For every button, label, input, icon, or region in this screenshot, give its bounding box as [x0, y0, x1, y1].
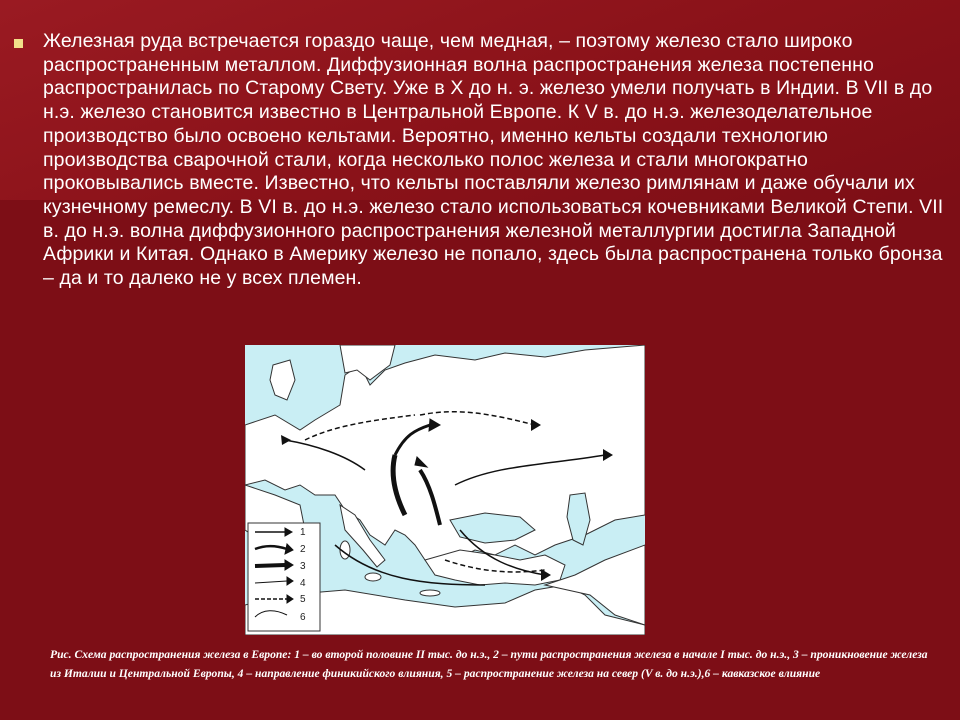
text-block — [14, 30, 949, 291]
legend-box — [248, 523, 320, 631]
legend-label-4: 4 — [300, 578, 306, 589]
island-sicily — [365, 573, 381, 581]
legend-label-3: 3 — [300, 561, 306, 572]
island-crete — [420, 590, 440, 596]
legend-label-6: 6 — [300, 612, 306, 623]
figure-caption: Рис. Схема распространения железа в Европе: 1 – во второй половине II тыс. до н.э., 2 – пути распространения железа в начале I тыс. до н.э., 3 – проникновение железа из Италии и Центральной Европы, 4 – направление финикийского влияния, 5 – распространение железа на север (V в. до н.э.),6 – кавказское влияние — [50, 648, 928, 680]
map-svg — [245, 345, 645, 635]
legend-label-5: 5 — [300, 594, 306, 605]
bullet-square-icon — [14, 39, 23, 48]
legend-label-2: 2 — [300, 544, 306, 555]
body-paragraph: Железная руда встречается гораздо чаще, чем медная, – поэтому железо стало широко распространенным металлом. Диффузионная волна распространения железа постепенно распространилась по Старому Свету. Уже в X до н. э. железо умели получать в Индии. В VII в до н.э. железо становится известно в Центральной Европе. К V в. до н.э. железоделательное производство было освоено кельтами. Вероятно, именно кельты создали технологию производства сварочной стали, когда несколько полос железа и стали многократно проковывались вместе. Известно, что кельты поставляли железо римлянам и даже обучали их кузнечному ремеслу. В VI в. до н.э. железо стало использоваться кочевниками Великой Степи. VII в. до н.э. волна диффузионного распространения железной металлургии достигла Западной Африки и Китая. Однако в Америку железо не попало, здесь была распространена только бронза – да и то далеко не у всех племен. — [43, 30, 944, 290]
legend-label-1: 1 — [300, 527, 306, 538]
iron-spread-map — [245, 345, 645, 635]
